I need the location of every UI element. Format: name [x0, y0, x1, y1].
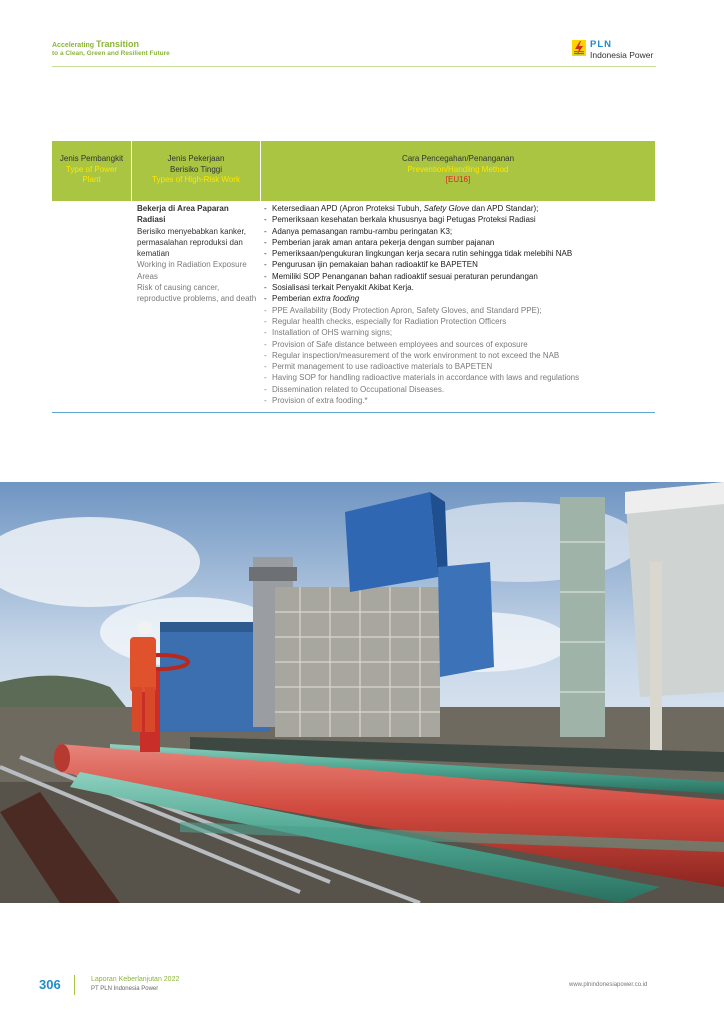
work-title-id: Bekerja di Area Paparan Radiasi	[137, 204, 229, 225]
tagline-prefix: Accelerating	[52, 42, 95, 49]
list-item: - Ketersediaan APD (Apron Proteksi Tubuh, Safety Glove dan APD Standar);	[264, 204, 539, 213]
method-en-3: Installation of OHS warning signs;	[272, 328, 393, 338]
power-plant-illustration	[0, 482, 724, 903]
list-item: - Adanya pemasangan rambu-rambu peringatan K3;	[264, 226, 453, 236]
risk-table	[52, 141, 655, 413]
page-number: 306	[39, 977, 61, 992]
list-item: - Dissemination related to Occupational Diseases.	[264, 384, 445, 394]
list-item: - Sosialisasi terkait Penyakit Akibat Kerja.	[264, 283, 414, 293]
header-col2-en: Types of High-Risk Work	[152, 175, 240, 184]
report-title: Laporan Keberlanjutan 2022	[91, 976, 180, 983]
method-id-9: Pemberian	[272, 294, 313, 304]
logo-subtext: Indonesia Power	[590, 49, 654, 60]
website-url: www.plnindonesiapower.co.id	[569, 982, 648, 988]
list-item: - Pemberian extra fooding	[264, 294, 360, 304]
list-item: - Having SOP for handling radioactive materials in accordance with laws and regulations	[264, 373, 580, 383]
list-item: - PPE Availability (Body Protection Apron, Safety Gloves, and Standard PPE);	[264, 305, 542, 315]
method-en-6: Permit management to use radioactive materials to BAPETEN	[272, 362, 493, 372]
list-item: - Provision of Safe distance between employees and sources of exposure	[264, 339, 528, 349]
list-item: - Permit management to use radioactive materials to BAPETEN	[264, 362, 493, 372]
method-id-6: Pengurusan ijin pemakaian bahan radioaktif ke BAPETEN	[272, 260, 478, 270]
method-en-7: Having SOP for handling radioactive materials in accordance with laws and regulations	[272, 373, 580, 383]
logo-pln-text: PLN	[590, 39, 612, 50]
method-id-1-suffix: dan APD Standar);	[469, 204, 539, 213]
list-item: - Pengurusan ijin pemakaian bahan radioaktif ke BAPETEN	[264, 260, 478, 270]
method-en-1: PPE Availability (Body Protection Apron, Safety Gloves, and Standard PPE);	[272, 305, 542, 315]
page-header	[0, 0, 724, 70]
method-id-1-italic: Safety Glove	[423, 204, 470, 213]
method-id-4: Pemberian jarak aman antara pekerja dengan sumber pajanan	[272, 237, 495, 247]
list-item: - Pemeriksaan kesehatan berkala khususnya bagi Petugas Proteksi Radiasi	[264, 215, 536, 225]
header-col3-code: [EU16]	[445, 175, 471, 184]
company-name: PT PLN Indonesia Power	[91, 986, 159, 992]
footer-divider	[74, 975, 75, 995]
method-id-1: Ketersediaan APD (Apron Proteksi Tubuh,	[272, 204, 424, 213]
method-id-7: Memiliki SOP Penanganan bahan radioaktif sesuai peraturan perundangan	[272, 271, 538, 281]
tagline-emphasis: Transition	[95, 39, 139, 49]
work-desc-id: Berisiko menyebabkan kanker, permasalahan reproduksi dan kematian	[137, 226, 246, 259]
header-col1-en: Type of Power Plant	[65, 164, 118, 184]
list-item: - Pemeriksaan/pengukuran lingkungan kerja secara rutin sehingga tidak melebihi NAB	[264, 249, 573, 259]
header-col3-en: Prevention/Handling Method	[407, 164, 509, 174]
method-id-8: Sosialisasi terkait Penyakit Akibat Kerja.	[272, 283, 414, 293]
list-item: - Provision of extra fooding.*	[264, 396, 368, 406]
method-id-5: Pemeriksaan/pengukuran lingkungan kerja secara rutin sehingga tidak melebihi NAB	[272, 249, 573, 259]
table-header	[52, 141, 655, 201]
table-row	[52, 201, 655, 413]
method-en-4: Provision of Safe distance between employees and sources of exposure	[272, 339, 528, 349]
header-col1-id: Jenis Pembangkit	[59, 154, 124, 163]
report-tagline	[52, 40, 170, 58]
method-id-3: Adanya pemasangan rambu-rambu peringatan K3;	[272, 226, 453, 236]
header-high-risk-work	[132, 141, 261, 201]
work-title-en: Working in Radiation Exposure Areas	[137, 260, 247, 281]
method-id-9-italic: extra fooding	[312, 294, 360, 304]
tagline-line2: to a Clean, Green and Resilient Future	[52, 50, 170, 57]
work-desc-en: Risk of causing cancer, reproductive problems, and death	[137, 283, 257, 304]
method-en-9: Provision of extra fooding.*	[272, 396, 368, 406]
method-en-8: Dissemination related to Occupational Diseases.	[272, 384, 445, 394]
list-item: - Installation of OHS warning signs;	[264, 328, 393, 338]
power-plant-photo	[0, 482, 724, 903]
cell-prevention-methods	[261, 201, 655, 412]
header-prevention-method	[261, 141, 655, 201]
lightning-logo-icon	[572, 40, 586, 56]
list-item: - Pemberian jarak aman antara pekerja dengan sumber pajanan	[264, 237, 495, 247]
cell-power-plant-type	[52, 201, 132, 412]
cell-high-risk-work	[132, 201, 261, 412]
list-item: - Regular inspection/measurement of the work environment to not exceed the NAB	[264, 350, 560, 360]
list-item: - Regular health checks, especially for Radiation Protection Officers	[264, 316, 507, 326]
header-col2-id: Jenis Pekerjaan Berisiko Tinggi	[167, 154, 225, 174]
method-en-2: Regular health checks, especially for Radiation Protection Officers	[272, 316, 507, 326]
header-power-plant-type	[52, 141, 132, 201]
pln-logo	[572, 40, 653, 60]
method-id-2: Pemeriksaan kesehatan berkala khususnya bagi Petugas Proteksi Radiasi	[272, 215, 536, 225]
list-item: - Memiliki SOP Penanganan bahan radioaktif sesuai peraturan perundangan	[264, 271, 538, 281]
header-divider	[52, 66, 656, 67]
header-col3-id: Cara Pencegahan/Penanganan	[401, 154, 515, 163]
method-en-5: Regular inspection/measurement of the work environment to not exceed the NAB	[272, 350, 560, 360]
